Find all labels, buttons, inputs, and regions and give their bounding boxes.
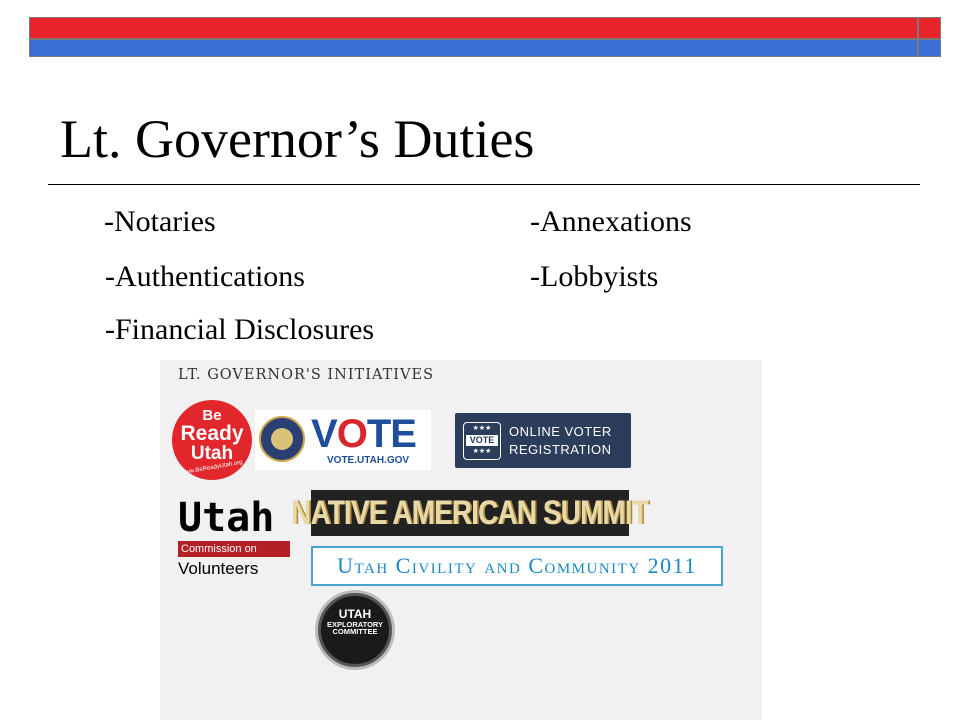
utah-exploratory-committee-logo[interactable] [318,593,392,667]
be-ready-line1: Be [202,407,222,424]
initiatives-panel [160,360,762,720]
be-ready-utah-logo[interactable] [172,400,252,480]
slide-title: Lt. Governor’s Duties [60,109,535,169]
vote-badge-icon [463,422,501,460]
duty-annexations: -Annexations [530,205,692,238]
badge-stars-top: ★★★ [472,425,492,432]
top-blue-bar [29,39,918,57]
be-ready-url: www.BeReadyUtah.org [180,459,244,477]
utah-commission-volunteers-logo[interactable] [178,495,298,588]
vote-url: VOTE.UTAH.GOV [327,455,410,466]
vote-letters-te: TE [366,412,416,456]
duty-financial-disclosures: -Financial Disclosures [105,313,375,346]
volunteers-commission: Commission on [178,541,290,557]
initiatives-heading: LT. GOVERNOR'S INITIATIVES [178,367,435,383]
utah-civility-logo[interactable] [311,546,723,586]
utah-seal-icon [259,416,305,462]
be-ready-line2: Ready [180,422,244,445]
duty-lobbyists: -Lobbyists [530,260,659,293]
vote-letter-o: O [336,412,367,456]
badge-vote-word: VOTE [466,435,498,446]
volunteers-word: Volunteers [178,559,259,578]
exploratory-line3: COMMITTEE [332,627,378,637]
duty-notaries: -Notaries [104,205,216,238]
be-ready-line3: Utah [190,443,234,464]
civility-text: Utah Civility and Community 2011 [337,553,697,578]
native-american-summit-logo[interactable] [291,490,649,536]
vote-word [311,412,416,457]
title-divider [48,184,920,185]
badge-stars-bottom: ★★★ [472,448,492,455]
volunteers-utah: Utah [178,495,275,541]
exploratory-line2: EXPLORATORY [326,619,384,629]
online-voter-line2: REGISTRATION [509,442,612,457]
exploratory-line1: UTAH [338,607,372,621]
vote-utah-logo[interactable] [255,410,431,470]
online-voter-text [509,423,612,459]
online-voter-registration-logo[interactable] [455,413,631,468]
top-red-bar [29,17,918,39]
duty-authentications: -Authentications [105,260,305,293]
online-voter-line1: ONLINE VOTER [509,424,612,439]
summit-text: NATIVE AMERICAN SUMMIT [291,493,649,532]
vote-letter-v: V [311,412,337,456]
corner-red-square [918,17,941,39]
corner-blue-square [918,39,941,57]
